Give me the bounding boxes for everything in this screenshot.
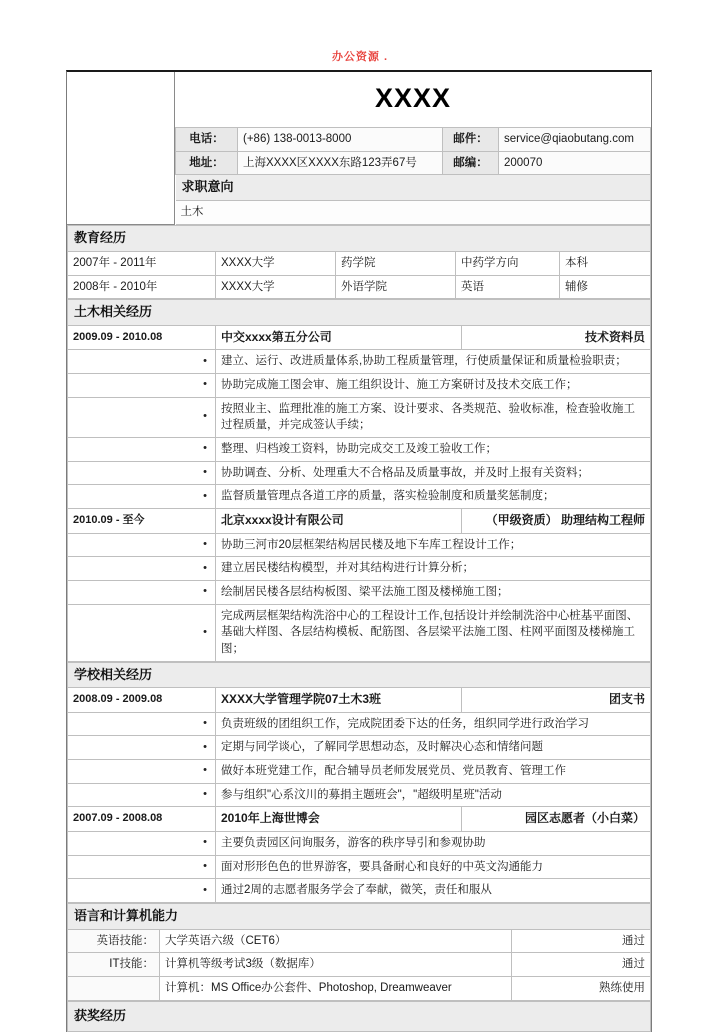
edu-major: 英语	[456, 275, 560, 299]
bullet-text: 做好本班党建工作，配合辅导员老师发展党员、党员教育、管理工作	[216, 760, 651, 784]
bullet-row	[68, 783, 651, 807]
table-row	[68, 977, 651, 1001]
bullet-text: 协助三河市20层框架结构居民楼及地下车库工程设计工作；	[216, 533, 651, 557]
bullet-row	[68, 374, 651, 398]
bullet-marker: •	[68, 397, 216, 437]
photo-placeholder	[67, 72, 175, 225]
phone-value: (+86) 138-0013-8000	[238, 128, 443, 152]
bullet-row	[68, 461, 651, 485]
edu-college: 外语学院	[336, 275, 456, 299]
section-title-school: 学校相关经历	[68, 662, 651, 688]
bullet-marker: •	[68, 557, 216, 581]
bullet-text: 协助调查、分析、处理重大不合格品及质量事故，并及时上报有关资料；	[216, 461, 651, 485]
bullet-marker: •	[68, 533, 216, 557]
bullet-row	[68, 604, 651, 661]
skill-value: 计算机：MS Office办公套件、Photoshop, Dreamweaver	[160, 977, 512, 1001]
job-organization: 北京xxxx设计有限公司	[216, 509, 462, 533]
bullet-text: 协助完成施工图会审、施工组织设计、施工方案研讨及技术交底工作；	[216, 374, 651, 398]
job-period: 2009.09 - 2010.08	[68, 326, 216, 350]
edu-degree: 辅修	[560, 275, 651, 299]
edu-major: 中药学方向	[456, 251, 560, 275]
job-role: 园区志愿者（小白菜）	[462, 807, 651, 831]
job-role: 团支书	[462, 688, 651, 712]
objective-value: 土木	[176, 201, 651, 225]
objective-header-row	[176, 175, 651, 201]
contact-table	[175, 72, 651, 225]
bullet-marker: •	[68, 879, 216, 903]
school-experience-table	[67, 662, 651, 903]
job-period: 2008.09 - 2009.08	[68, 688, 216, 712]
section-title-education: 教育经历	[68, 226, 651, 252]
skill-status: 通过	[512, 953, 651, 977]
contact-row-address	[176, 151, 651, 175]
resume-document	[66, 70, 652, 1032]
job-header-row	[68, 326, 651, 350]
bullet-text: 主要负责园区问询服务，游客的秩序导引和参观协助	[216, 831, 651, 855]
job-period: 2007.09 - 2008.08	[68, 807, 216, 831]
skill-value: 大学英语六级（CET6）	[160, 929, 512, 953]
skill-status: 通过	[512, 929, 651, 953]
edu-degree: 本科	[560, 251, 651, 275]
job-header-row	[68, 807, 651, 831]
bullet-text: 按照业主、监理批准的施工方案、设计要求、各类规范、验收标准，检查验收施工过程质量，并完成签认手续；	[216, 397, 651, 437]
section-row-school	[68, 662, 651, 688]
table-row	[68, 275, 651, 299]
section-row-civil	[68, 300, 651, 326]
bullet-row	[68, 855, 651, 879]
skill-label: 英语技能：	[68, 929, 160, 953]
job-organization: 中交xxxx第五分公司	[216, 326, 462, 350]
bullet-row	[68, 438, 651, 462]
civil-experience-table	[67, 299, 651, 661]
skill-value: 计算机等级考试3级（数据库）	[160, 953, 512, 977]
section-title-awards: 获奖经历	[68, 1001, 651, 1031]
bullet-text: 建立、运行、改进质量体系,协助工程质量管理，行使质量保证和质量检验职责；	[216, 350, 651, 374]
bullet-marker: •	[68, 350, 216, 374]
skill-label	[68, 977, 160, 1001]
table-row	[68, 251, 651, 275]
bullet-row	[68, 533, 651, 557]
section-title-skills: 语言和计算机能力	[68, 903, 651, 929]
table-row	[68, 953, 651, 977]
email-label: 邮件：	[443, 128, 499, 152]
edu-period: 2008年 - 2010年	[68, 275, 216, 299]
contact-row-phone	[176, 128, 651, 152]
section-row-education	[68, 226, 651, 252]
email-value: service@qiaobutang.com	[499, 128, 651, 152]
edu-school: XXXX大学	[216, 275, 336, 299]
bullet-row	[68, 879, 651, 903]
bullet-row	[68, 580, 651, 604]
job-header-row	[68, 688, 651, 712]
bullet-row	[68, 397, 651, 437]
bullet-marker: •	[68, 580, 216, 604]
bullet-row	[68, 485, 651, 509]
job-period: 2010.09 - 至今	[68, 509, 216, 533]
edu-college: 药学院	[336, 251, 456, 275]
job-organization: 2010年上海世博会	[216, 807, 462, 831]
bullet-marker: •	[68, 712, 216, 736]
section-row-skills	[68, 903, 651, 929]
bullet-row	[68, 557, 651, 581]
bullet-marker: •	[68, 461, 216, 485]
education-table	[67, 225, 651, 299]
header-right	[175, 72, 651, 225]
bullet-text: 完成两层框架结构洗浴中心的工程设计工作,包括设计并绘制洗浴中心桩基平面图、基础大样图、各层结构模板、配筋图、各层梁平法施工图、柱网平面图及楼梯施工图；	[216, 604, 651, 661]
section-title-objective: 求职意向	[176, 175, 651, 201]
bullet-text: 面对形形色色的世界游客，要具备耐心和良好的中英文沟通能力	[216, 855, 651, 879]
zipcode-label: 邮编：	[443, 151, 499, 175]
bullet-marker: •	[68, 783, 216, 807]
skills-table	[67, 903, 651, 1001]
bullet-marker: •	[68, 604, 216, 661]
bullet-row	[68, 760, 651, 784]
bullet-text: 定期与同学谈心，了解同学思想动态，及时解决心态和情绪问题	[216, 736, 651, 760]
bullet-marker: •	[68, 438, 216, 462]
bullet-row	[68, 736, 651, 760]
bullet-marker: •	[68, 831, 216, 855]
header-block	[67, 72, 651, 225]
job-role: 技术资料员	[462, 326, 651, 350]
bullet-marker: •	[68, 855, 216, 879]
job-role: （甲级资质） 助理结构工程师	[462, 509, 651, 533]
edu-period: 2007年 - 2011年	[68, 251, 216, 275]
bullet-row	[68, 831, 651, 855]
candidate-name: XXXX	[176, 72, 651, 128]
section-row-awards	[68, 1001, 651, 1031]
bullet-text: 绘制居民楼各层结构板图、梁平法施工图及楼梯施工图；	[216, 580, 651, 604]
job-organization: XXXX大学管理学院07土木3班	[216, 688, 462, 712]
table-row	[68, 929, 651, 953]
edu-school: XXXX大学	[216, 251, 336, 275]
bullet-row	[68, 350, 651, 374]
bullet-marker: •	[68, 374, 216, 398]
bullet-text: 负责班级的团组织工作，完成院团委下达的任务，组织同学进行政治学习	[216, 712, 651, 736]
name-row	[176, 72, 651, 128]
awards-table	[67, 1001, 651, 1032]
section-title-civil: 土木相关经历	[68, 300, 651, 326]
bullet-marker: •	[68, 736, 216, 760]
phone-label: 电话：	[176, 128, 238, 152]
skill-label: IT技能：	[68, 953, 160, 977]
address-value: 上海XXXX区XXXX东路123弄67号	[238, 151, 443, 175]
zipcode-value: 200070	[499, 151, 651, 175]
bullet-row	[68, 712, 651, 736]
skill-status: 熟练使用	[512, 977, 651, 1001]
bullet-marker: •	[68, 485, 216, 509]
bullet-text: 通过2周的志愿者服务学会了奉献，微笑，责任和服从	[216, 879, 651, 903]
bullet-text: 参与组织"心系汶川的募捐主题班会"，"超级明星班"活动	[216, 783, 651, 807]
bullet-text: 建立居民楼结构模型，并对其结构进行计算分析；	[216, 557, 651, 581]
watermark-banner: 办公资源 .	[331, 51, 389, 63]
job-header-row	[68, 509, 651, 533]
bullet-marker: •	[68, 760, 216, 784]
objective-value-row	[176, 201, 651, 225]
bullet-text: 整理、归档竣工资料，协助完成交工及竣工验收工作；	[216, 438, 651, 462]
address-label: 地址：	[176, 151, 238, 175]
bullet-text: 监督质量管理点各道工序的质量，落实检验制度和质量奖惩制度；	[216, 485, 651, 509]
